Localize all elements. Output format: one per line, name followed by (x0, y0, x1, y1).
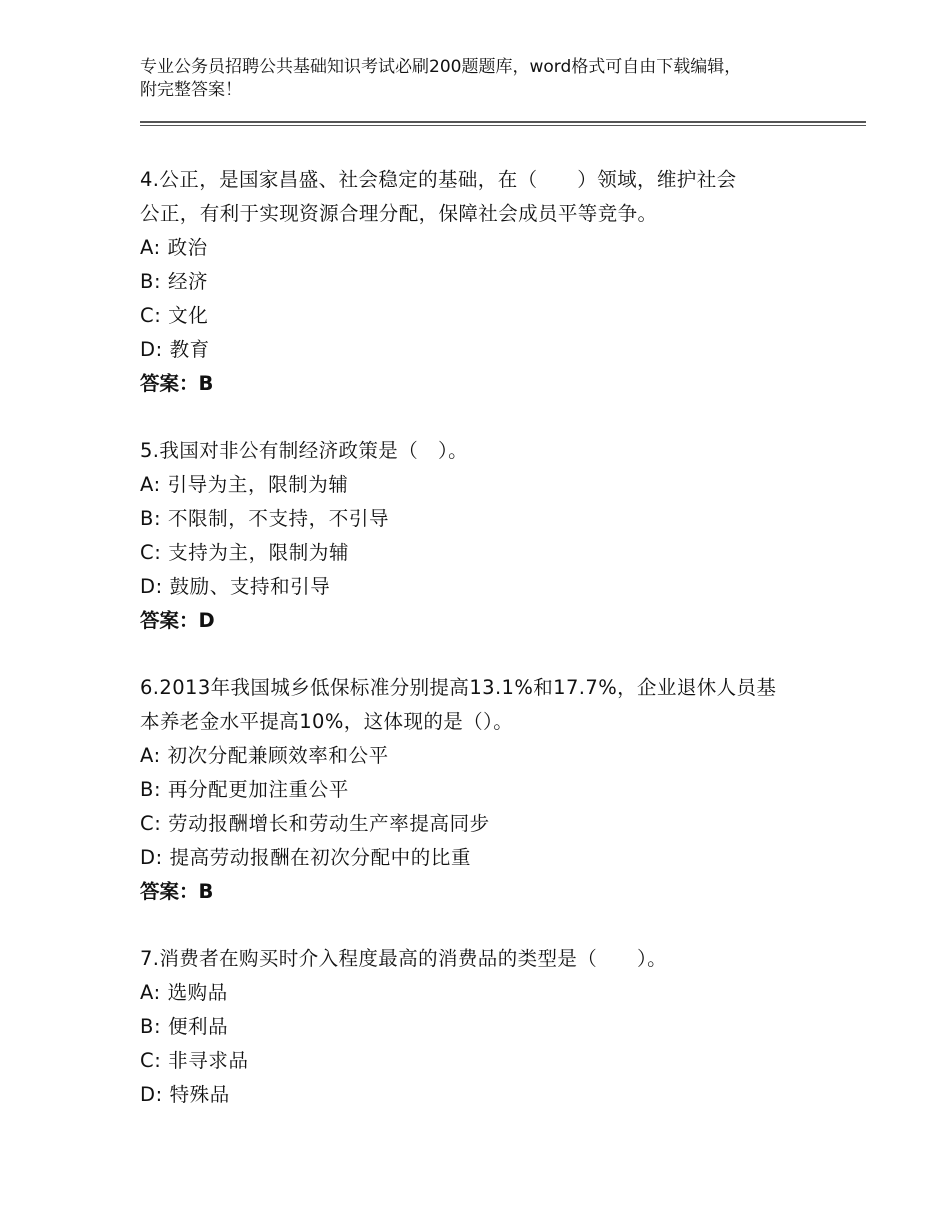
question-5 (140, 434, 830, 638)
option-a: A: 引导为主，限制为辅 (140, 473, 349, 496)
answer-label: 答案：D (140, 609, 215, 632)
header-line-2: 附完整答案！ (140, 80, 242, 100)
option-b: B: 再分配更加注重公平 (140, 778, 349, 801)
option-d: D: 鼓励、支持和引导 (140, 575, 331, 598)
option-a: A: 政治 (140, 236, 208, 259)
option-d: D: 教育 (140, 338, 210, 361)
option-c: C: 非寻求品 (140, 1049, 249, 1072)
question-text: 7.消费者在购买时介入程度最高的消费品的类型是（ ）。 (140, 947, 668, 970)
question-6 (140, 671, 830, 909)
header-divider-thick (140, 121, 866, 123)
option-b: B: 便利品 (140, 1015, 229, 1038)
header-line-1: 专业公务员招聘公共基础知识考试必刷200题题库，word格式可自由下载编辑， (140, 57, 742, 77)
question-text: 6.2013年我国城乡低保标准分别提高13.1%和17.7%，企业退休人员基 (140, 676, 777, 699)
question-list (140, 163, 830, 1145)
answer-label: 答案：B (140, 372, 214, 395)
option-d: D: 提高劳动报酬在初次分配中的比重 (140, 846, 472, 869)
header-divider-thin (140, 125, 866, 126)
question-text: 本养老金水平提高10%，这体现的是（）。 (140, 710, 514, 733)
question-4 (140, 163, 830, 401)
option-a: A: 选购品 (140, 981, 228, 1004)
question-7 (140, 942, 830, 1112)
answer-label: 答案：B (140, 880, 214, 903)
option-c: C: 劳动报酬增长和劳动生产率提高同步 (140, 812, 490, 835)
document-header (140, 56, 840, 102)
option-b: B: 不限制，不支持，不引导 (140, 507, 390, 530)
option-c: C: 文化 (140, 304, 209, 327)
question-text: 5.我国对非公有制经济政策是（ ）。 (140, 439, 469, 462)
question-text: 4.公正，是国家昌盛、社会稳定的基础，在（ ）领域，维护社会 (140, 168, 737, 191)
option-d: D: 特殊品 (140, 1083, 230, 1106)
option-c: C: 支持为主，限制为辅 (140, 541, 350, 564)
question-text: 公正，有利于实现资源合理分配，保障社会成员平等竞争。 (140, 202, 658, 225)
option-a: A: 初次分配兼顾效率和公平 (140, 744, 389, 767)
option-b: B: 经济 (140, 270, 209, 293)
